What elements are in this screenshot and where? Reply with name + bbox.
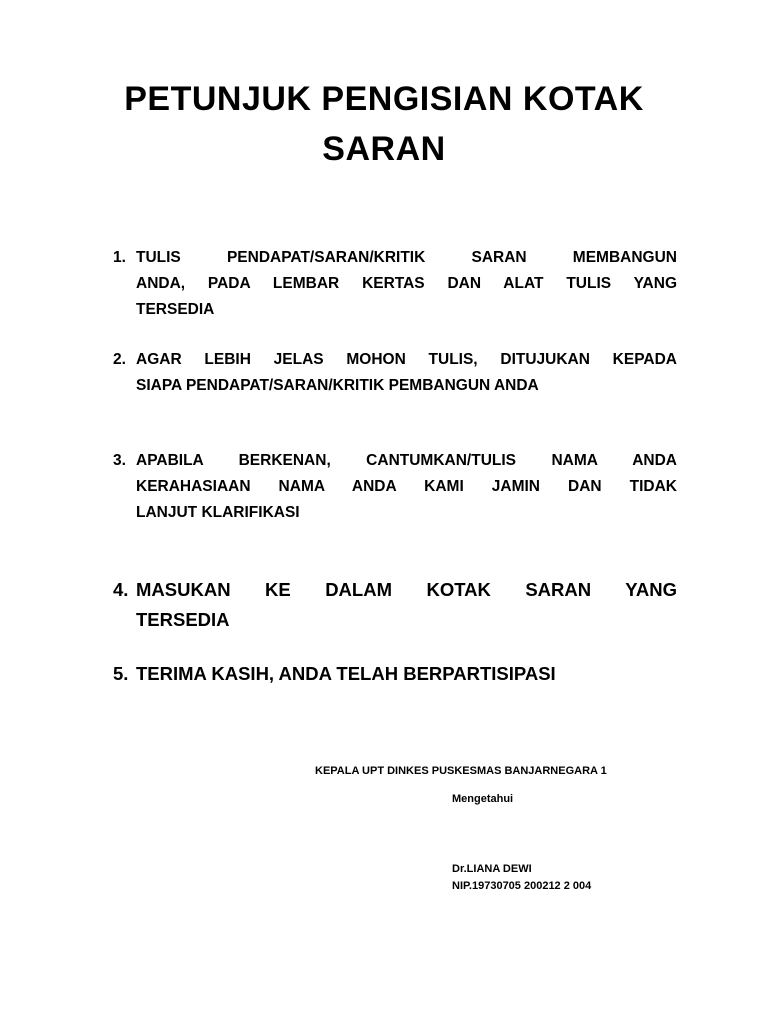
instruction-line: TULIS PENDAPAT/SARAN/KRITIK SARAN MEMBANGUN — [136, 249, 677, 266]
instruction-line: LANJUT KLARIFIKASI — [136, 504, 300, 521]
instruction-line: SIAPA PENDAPAT/SARAN/KRITIK PEMBANGUN ANDA — [136, 377, 539, 394]
instruction-number: 1. — [113, 249, 126, 266]
instruction-number: 4. — [113, 579, 129, 600]
instruction-text — [136, 245, 677, 323]
instruction-item-1 — [113, 245, 677, 323]
instruction-number: 3. — [113, 452, 126, 469]
document-title-line-1: PETUNJUK PENGISIAN KOTAK — [124, 80, 644, 118]
instruction-number: 2. — [113, 351, 126, 368]
instruction-line: AGAR LEBIH JELAS MOHON TULIS, DITUJUKAN KEPADA — [136, 351, 677, 368]
instruction-line: APABILA BERKENAN, CANTUMKAN/TULIS NAMA ANDA — [136, 452, 677, 469]
signature-position: KEPALA UPT DINKES PUSKESMAS BANJARNEGARA 1 — [315, 765, 607, 777]
instruction-line: TERSEDIA — [136, 301, 215, 318]
signature-name: Dr.LIANA DEWI — [452, 863, 532, 875]
instruction-number: 5. — [113, 663, 129, 684]
signature-acknowledged: Mengetahui — [452, 793, 514, 805]
instruction-text — [136, 448, 677, 526]
signature-nip: NIP.19730705 200212 2 004 — [452, 880, 592, 892]
instruction-text — [136, 575, 677, 635]
instruction-item-5 — [113, 659, 677, 689]
instruction-line: TERSEDIA — [136, 609, 230, 630]
instruction-item-2 — [113, 347, 677, 399]
instruction-line: KERAHASIAAN NAMA ANDA KAMI JAMIN DAN TIDAK — [136, 478, 677, 495]
document-title-line-2: SARAN — [322, 130, 446, 168]
instruction-line: TERIMA KASIH, ANDA TELAH BERPARTISIPASI — [136, 663, 556, 684]
instruction-item-3 — [113, 448, 677, 526]
instruction-line: MASUKAN KE DALAM KOTAK SARAN YANG — [136, 579, 677, 600]
instruction-text — [136, 347, 677, 399]
instruction-item-4 — [113, 575, 677, 635]
instruction-line: ANDA, PADA LEMBAR KERTAS DAN ALAT TULIS YANG — [136, 275, 677, 292]
instruction-text — [136, 659, 677, 689]
